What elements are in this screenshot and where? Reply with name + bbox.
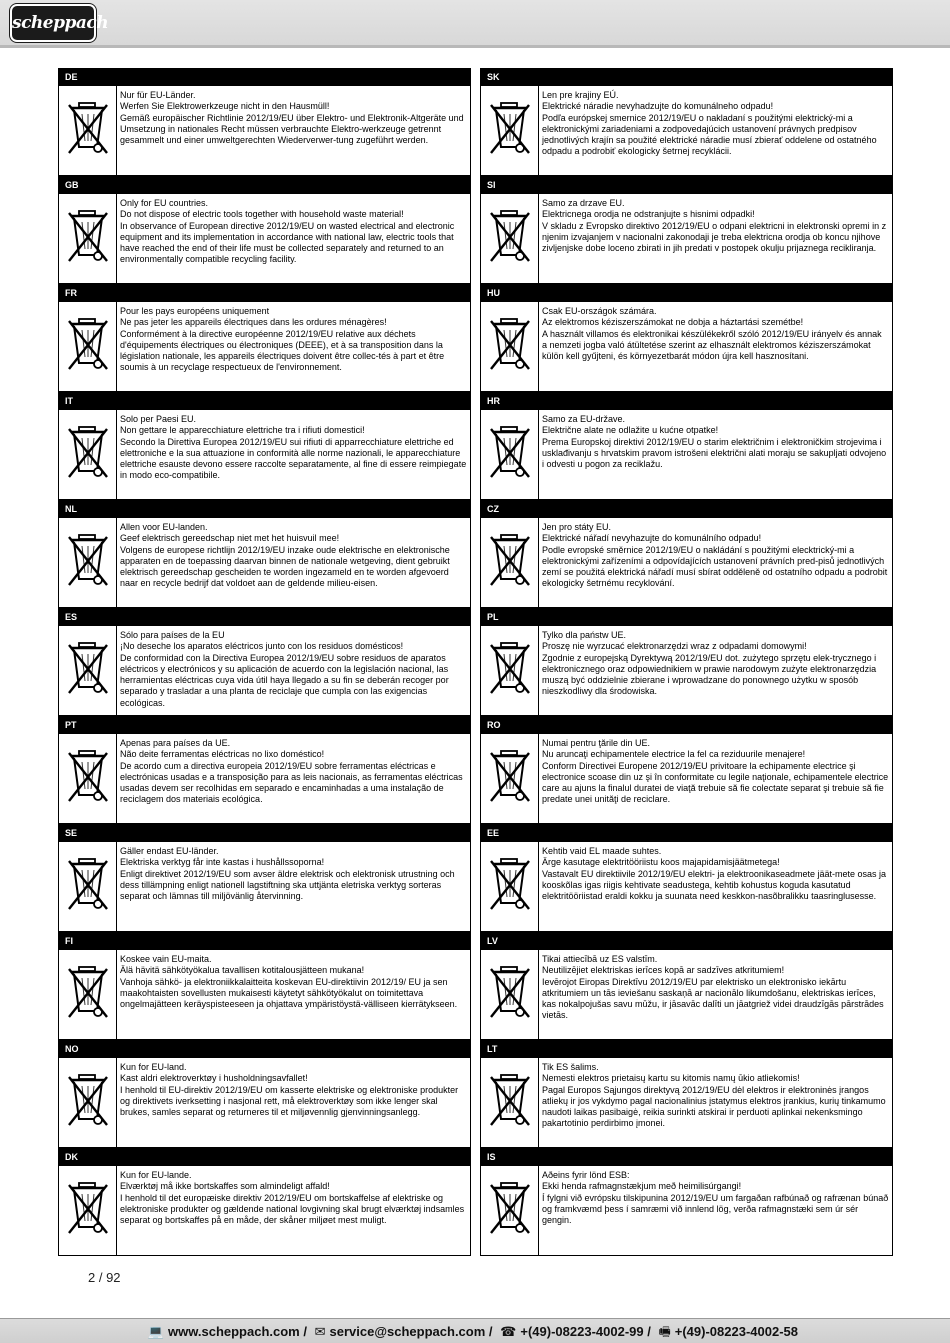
section-language-code: CZ	[480, 500, 893, 518]
disposal-instructions-text: Sólo para países de la EU ¡No deseche los aparatos eléctricos junto con los residuos domésticos! De conformidad con la Directiva Europea 2012/19/EU sobre residuos de aparatos eléctricos y electrónicos y su aplicación de acuerdo con la legislación nacional, las herramientas eléctricas cuya vida útil haya llegado a su fin se deberán recoger por separado y trasladar a una planta de reciclaje que cumpla con las exigencias ecológicas.	[120, 630, 449, 708]
disposal-section-cz	[480, 500, 893, 608]
footer-fax: +(49)-08223-4002-58	[674, 1324, 798, 1339]
disposal-instructions-text: Kun for EU-lande. Elværktøj må ikke bortskaffes som almindeligt affald! I henhold til det europæiske direktiv 2012/19/EU om bortskaffelse af elektriske og elektroniske produkter og gældende national lovgivning skal brugt elværktøj indsamles separat og bortskaffes på en måde, der skåner miljøet mest muligt.	[120, 1170, 465, 1226]
disposal-section-ro	[480, 716, 893, 824]
phone-icon: ☎	[500, 1324, 517, 1339]
crossed-out-wheelie-bin-icon	[481, 626, 539, 715]
disposal-instructions-text: Nur für EU-Länder. Werfen Sie Elektrowerkzeuge nicht in den Hausmüll! Gemäß europäischer Richtlinie 2012/19/EU über Elektro- und Elektronik-Altgeräte und Umsetzung in nationales Recht müssen verbrauchte Elektro-werkzeuge getrennt gesammelt und einer umweltgerechten Wiederverwer-tung zugeführt werden.	[120, 90, 464, 146]
section-body	[480, 734, 893, 824]
section-body	[58, 302, 471, 392]
disposal-instructions-text: Aðeins fyrir lönd ESB: Ekki henda rafmagnstækjum með heimilisúrgangi! Í fylgni við evrópsku tilskipunina 2012/19/EU um fargaðan rafbúnað og rafrænan búnað og framkvæmd þess í samræmi við innlend lög, verða rafmagnstæki sem úr sér gengin.	[542, 1170, 889, 1226]
right-column	[480, 68, 893, 1256]
section-language-code: HR	[480, 392, 893, 410]
page-footer	[0, 1318, 950, 1343]
left-column	[58, 68, 471, 1256]
disposal-section-hu	[480, 284, 893, 392]
footer-email[interactable]: service@scheppach.com	[329, 1324, 486, 1339]
disposal-section-es	[58, 608, 471, 716]
section-body	[480, 1058, 893, 1148]
section-language-code: SK	[480, 68, 893, 86]
section-language-code: NO	[58, 1040, 471, 1058]
crossed-out-wheelie-bin-icon	[481, 302, 539, 391]
disposal-instructions-text: Pour les pays européens uniquement Ne pas jeter les appareils électriques dans les ordures ménagères! Conformément à la directive européenne 2012/19/EU relative aux déchets d'équipements électriques ou électroniques (DEEE), et à sa transposition dans la législation nationale, les appareils électriques doivent être collec-tés à part et être soumis à un recyclage respectueux de l'environnement.	[120, 306, 445, 373]
crossed-out-wheelie-bin-icon	[59, 302, 117, 391]
disposal-section-is	[480, 1148, 893, 1256]
section-language-code: FI	[58, 932, 471, 950]
disposal-instructions-text: Numai pentru ţările din UE. Nu aruncaţi echipamentele electrice la fel ca reziduurile menajere! Conform Directivei Europene 2012/19/EU privitoare la echipamente electrice şi electronice scoase din uz şi în conformitate cu legile naţionale, echipamentele electrice care au ajuns la finalul duratei de viaţă trebuie să fie colectate separat şi trebuie să fie predate unei unităţi de reciclare.	[542, 738, 889, 805]
disposal-section-fi	[58, 932, 471, 1040]
section-body	[480, 86, 893, 176]
section-body	[480, 950, 893, 1040]
crossed-out-wheelie-bin-icon	[59, 1058, 117, 1147]
footer-website[interactable]: www.scheppach.com	[168, 1324, 300, 1339]
page-number: 2 / 92	[88, 1270, 121, 1285]
section-body	[480, 518, 893, 608]
disposal-instructions-text: Jen pro státy EU. Elektrické nářadí nevyhazujte do komunálního odpadu! Podle evropské směrnice 2012/19/EU o nakládání s použitými elecktrický-mi a elektronickými zařízeními a odpovídajících ustanovení právních pred-pisů jednotlivých zemí se použitá elektrická nářadí musí sbírat odděleně od ostatního odpadu a podrobit ekologicky šetrnému recyklování.	[542, 522, 888, 589]
section-language-code: DK	[58, 1148, 471, 1166]
footer-separator: /	[647, 1324, 651, 1339]
section-language-code: IS	[480, 1148, 893, 1166]
section-body	[480, 842, 893, 932]
disposal-section-lt	[480, 1040, 893, 1148]
disposal-instructions-text: Csak EU-országok számára. Az elektromos kéziszerszámokat ne dobja a háztartási szemétbe! A használt villamos és elektronikai készülékekről szóló 2012/19/EU irányelv és annak a nemzeti jogba való átültetése szerint az elhasznált elektromos kéziszerszámokat külön kell gyűjteni, és környezetbarát módon újra kell hasznosítani.	[542, 306, 882, 362]
crossed-out-wheelie-bin-icon	[481, 1166, 539, 1255]
crossed-out-wheelie-bin-icon	[59, 1166, 117, 1255]
crossed-out-wheelie-bin-icon	[481, 410, 539, 499]
footer-separator: /	[488, 1324, 493, 1339]
crossed-out-wheelie-bin-icon	[59, 410, 117, 499]
disposal-section-no	[58, 1040, 471, 1148]
crossed-out-wheelie-bin-icon	[481, 194, 539, 283]
disposal-section-gb	[58, 176, 471, 284]
scheppach-logo: scheppach	[10, 4, 96, 42]
disposal-instructions-text: Solo per Paesi EU. Non gettare le apparecchiature elettriche tra i rifiuti domestici! Secondo la Direttiva Europea 2012/19/EU sui rifiuti di apparrecchiature elettriche ed elettroniche e la sua attuazione in conformità alle norme nazionali, le apparecchiature elettriche esauste devono essere raccolte separatamente, al fine di essere reimpiegate in modo eco-compatibile.	[120, 414, 467, 481]
footer-phone: +(49)-08223-4002-99	[520, 1324, 644, 1339]
disposal-instructions-text: Len pre krajiny EÚ. Elektrické náradie nevyhadzujte do komunálneho odpadu! Podľa európskej smernice 2012/19/EU o nakladaní s použitými elektrický-mi a elektronickými zariadeniami a zodpovedajúcich ustanovení právnych predpisov jednotlivých krajín sa použité elektrické náradie musí zbierať oddelene od ostatného odpadu a podrobiť ekologicky šetrnej recyklácii.	[542, 90, 877, 157]
section-language-code: ES	[58, 608, 471, 626]
crossed-out-wheelie-bin-icon	[481, 950, 539, 1039]
disposal-instructions-text: Kun for EU-land. Kast aldri elektroverktøy i husholdningsavfallet! I henhold til EU-direktiv 2012/19/EU om kasserte elektriske og elektroniske produkter og direktivets iverksetting i nasjonal rett, må elektroverktøy som ikke lenger skal brukes, samles separat og returneres til et miljøvennlig gjenvinningsanlegg.	[120, 1062, 459, 1118]
disposal-instructions-text: Samo za EU-države. Električne alate ne odlažite u kućne otpatke! Prema Europskoj direktivi 2012/19/EU o starim električnim i elektroničkim strojevima i usklađivanju s hrvatskim pravom istrošeni električni alati moraju se sakupljati odvojeno i odvesti u pogon za reciklažu.	[542, 414, 887, 470]
section-body	[58, 194, 471, 284]
disposal-section-nl	[58, 500, 471, 608]
section-body	[480, 194, 893, 284]
disposal-instructions-text: Koskee vain EU-maita. Älä hävitä sähkötyökalua tavallisen kotitalousjätteen mukana! Vanhoja sähkö- ja elektroniikkalaitteita koskevan EU-direktiivin 2012/19/ EU ja sen maakohtaisten sovellusten mukaisesti käytetyt sähkötyökalut on toimitettava ongelmajätteen keräyspisteeseen ja ohjattava ympäristöystä-välliseen kierrätykseen.	[120, 954, 458, 1010]
section-body	[58, 626, 471, 716]
section-language-code: HU	[480, 284, 893, 302]
disposal-section-ee	[480, 824, 893, 932]
section-body	[480, 1166, 893, 1256]
disposal-section-se	[58, 824, 471, 932]
crossed-out-wheelie-bin-icon	[59, 950, 117, 1039]
disposal-section-it	[58, 392, 471, 500]
disposal-section-pt	[58, 716, 471, 824]
disposal-section-dk	[58, 1148, 471, 1256]
crossed-out-wheelie-bin-icon	[481, 518, 539, 607]
disposal-instructions-text: Allen voor EU-landen. Geef elektrisch gereedschap niet met het huisvuil mee! Volgens de europese richtlijn 2012/19/EU inzake oude elektrische en elektronische apparaten en de toepassing daarvan binnen de nationale wetgeving, dient gebruikt elektrisch gereedschap gescheiden te worden ingezameld en te worden afgevoerd naar en recycle bedrijf dat voldoet aan de geldende milieu-eisen.	[120, 522, 450, 589]
computer-icon: 💻	[147, 1324, 165, 1339]
section-language-code: EE	[480, 824, 893, 842]
section-language-code: GB	[58, 176, 471, 194]
disposal-section-hr	[480, 392, 893, 500]
crossed-out-wheelie-bin-icon	[59, 194, 117, 283]
crossed-out-wheelie-bin-icon	[59, 842, 117, 931]
crossed-out-wheelie-bin-icon	[59, 626, 117, 715]
crossed-out-wheelie-bin-icon	[59, 734, 117, 823]
section-body	[480, 626, 893, 716]
section-body	[58, 734, 471, 824]
disposal-instructions-text: Tik ES šalims. Nemesti elektros prietaisų kartu su kitomis namų ūkio atliekomis! Pagal Europos Sąjungos direktyvą 2012/19/EU dėl elektros ir elektroninės įrangos atliekų ir jos vykdymo pagal nacionalinius įstatymus elektros įrankius, kurių tinkamumo naudoti laikas pasibaigė, reikia surinkti atskirai ir perduoti aplinkai nekenksmingo pakartotinio perdirbimo įmonei.	[542, 1062, 886, 1129]
section-body	[58, 1058, 471, 1148]
disposal-instructions-text: Apenas para países da UE. Não deite ferramentas eléctricas no lixo doméstico! De acordo cum a directiva europeia 2012/19/EU sobre ferramentas eléctricas e electrónicas usadas e a transposição para as leis nacionais, as ferramentas eléctricas usadas devem ser recolhidas em separado e encaminhadas a uma instalação de reciclagem dos materiais ecológica.	[120, 738, 463, 805]
section-language-code: LT	[480, 1040, 893, 1058]
disposal-instructions-text: Gäller endast EU-länder. Elektriska verktyg får inte kastas i hushållssoporna! Enligt direktivet 2012/19/EU som avser äldre elektrisk och elektronisk utrustning och dess tillämpning enligt nationell lagstiftning ska uttjänta eletriska verktyg sorteras separat och lämnas till miljövänlig återvinning.	[120, 846, 455, 902]
disposal-instructions-text: Tikai attiecībā uz ES valstīm. Neutilizējiet elektriskas ierīces kopā ar sadzīves atkritumiem! Ievērojot Eiropas Direktīvu 2012/19/EU par elektrisko un elektronisko iekārtu atkritumiem un tās ieviešanu saskaņā ar nacionālo likumdošanu, elektriskas ierīces, kas nokalpojušas savu mūžu, ir jāsavāc dalīti un jāatgriež videi draudzīgās pārstrādes vietās.	[542, 954, 884, 1021]
section-language-code: PL	[480, 608, 893, 626]
section-language-code: RO	[480, 716, 893, 734]
disposal-instructions-text: Samo za drzave EU. Elektricnega orodja ne odstranjujte s hisnimi odpadki! V skladu z Evropsko direktivo 2012/19/EU o odpani elektricni in elektronski opremi in z njenim izvajanjem v nacionalni zakonodaji je treba elektricna orodja ob koncu njihove zivljenjske dobe loceno zbirati in jih predati v postopek okulju prijaznega recikliranja.	[542, 198, 887, 254]
section-body	[58, 950, 471, 1040]
section-language-code: FR	[58, 284, 471, 302]
section-language-code: SI	[480, 176, 893, 194]
crossed-out-wheelie-bin-icon	[59, 518, 117, 607]
disposal-section-de	[58, 68, 471, 176]
fax-icon: 🖷	[658, 1324, 671, 1339]
section-body	[58, 842, 471, 932]
disposal-section-lv	[480, 932, 893, 1040]
section-body	[58, 410, 471, 500]
section-language-code: SE	[58, 824, 471, 842]
crossed-out-wheelie-bin-icon	[59, 86, 117, 175]
crossed-out-wheelie-bin-icon	[481, 734, 539, 823]
section-language-code: PT	[58, 716, 471, 734]
section-language-code: NL	[58, 500, 471, 518]
disposal-section-sk	[480, 68, 893, 176]
section-language-code: DE	[58, 68, 471, 86]
section-body	[480, 302, 893, 392]
crossed-out-wheelie-bin-icon	[481, 86, 539, 175]
section-body	[58, 1166, 471, 1256]
section-language-code: LV	[480, 932, 893, 950]
disposal-instructions-text: Only for EU countries. Do not dispose of electric tools together with household waste material! In observance of European directive 2012/19/EU on wasted electrical and electronic equipment and its implementation in accordance with national law, electric tools that have reached the end of their life must be collected separately and returned to an environmentally compatible recycling facility.	[120, 198, 455, 265]
section-language-code: IT	[58, 392, 471, 410]
section-body	[58, 86, 471, 176]
email-icon: ✉	[314, 1324, 326, 1339]
crossed-out-wheelie-bin-icon	[481, 842, 539, 931]
section-body	[480, 410, 893, 500]
disposal-instructions-text: Tylko dla państw UE. Proszę nie wyrzucać elektronarzędzi wraz z odpadami domowymi! Zgodnie z europejską Dyrektywą 2012/19/EU dot. zużytego sprzętu elek-trycznego i elektronicznego oraz odpowiednikiem w prawie narodowym zużyte elektronarzędzia muszą być oddzielnie zbierane i wprowadzane do ponownego użytku w sposób nieszkodliwy dla środowiska.	[542, 630, 877, 697]
disposal-instructions-text: Kehtib vaid EL maade suhtes. Ärge kasutage elektritööriistu koos majapidamisjäätmetega! Vastavalt EU direktiivile 2012/19/EU elektri- ja elektroonikaseadmete jäät-mete osas ja kooskõlas igas riigis kehtivate seadustega, kehtib kohustus koguda kasutatud elektritööriistad eraldi kokku ja suunata need keskkon-nasõbralikku taasringlusesse.	[542, 846, 886, 902]
disposal-section-si	[480, 176, 893, 284]
disposal-section-pl	[480, 608, 893, 716]
crossed-out-wheelie-bin-icon	[481, 1058, 539, 1147]
footer-separator: /	[303, 1324, 307, 1339]
section-body	[58, 518, 471, 608]
page-header	[0, 0, 950, 48]
disposal-section-fr	[58, 284, 471, 392]
